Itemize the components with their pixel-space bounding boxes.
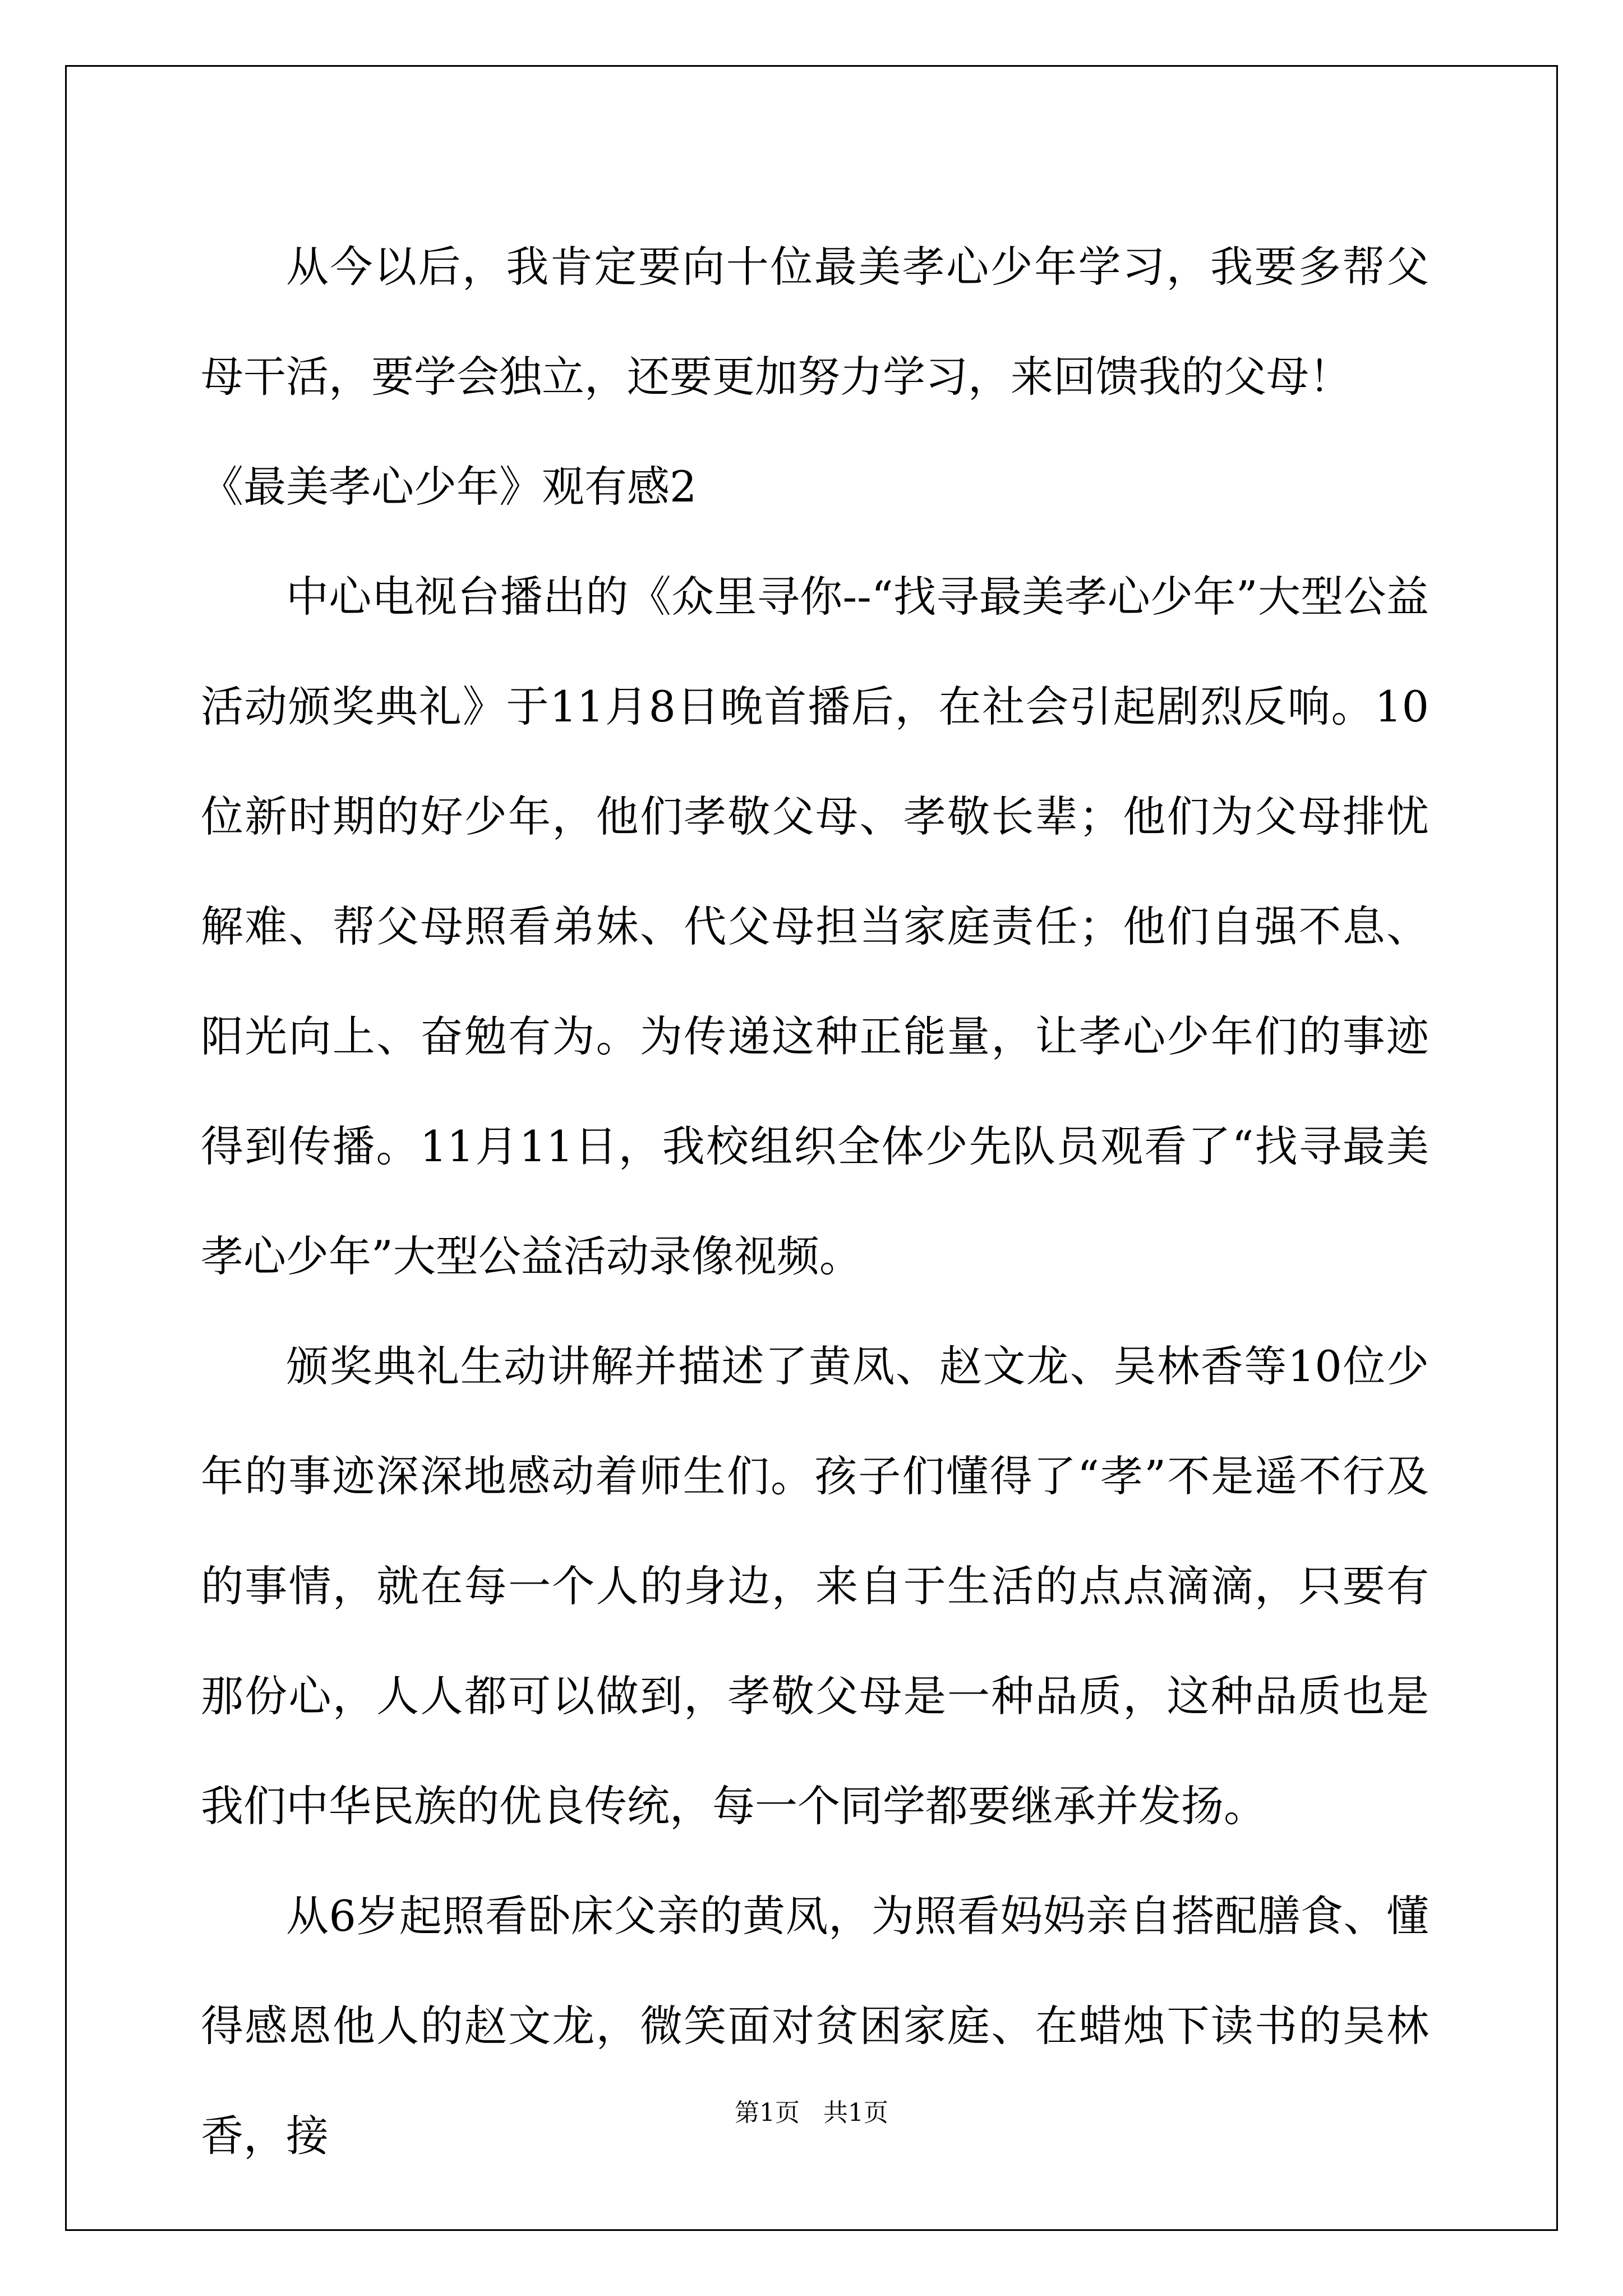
- document-body: [201, 212, 1429, 2191]
- section-heading: 《最美孝心少年》观有感2: [201, 462, 697, 512]
- paragraph-3: 颁奖典礼生动讲解并描述了黄凤、赵文龙、吴林香等10位少年的事迹深深地感动着师生们。孩子们懂得了“孝”不是遥不行及的事情，就在每一个人的身边，来自于生活的点点滴滴，只要有那份心，人人都可以做到，孝敬父母是一种品质，这种品质也是我们中华民族的优良传统，每一个同学都要继承并发扬。: [201, 1341, 1429, 1831]
- paragraph-1: 从今以后，我肯定要向十位最美孝心少年学习，我要多帮父母干活，要学会独立，还要更加努力学习，来回馈我的父母！: [201, 242, 1429, 402]
- paragraph-2: 中心电视台播出的《众里寻你--“找寻最美孝心少年”大型公益活动颁奖典礼》于11月8日晚首播后，在社会引起剧烈反响。10位新时期的好少年，他们孝敬父母、孝敬长辈；他们为父母排忧解难、帮父母照看弟妹、代父母担当家庭责任；他们自强不息、阳光向上、奋勉有为。为传递这种正能量，让孝心少年们的事迹得到传播。11月11日，我校组织全体少先队员观看了“找寻最美孝心少年”大型公益活动录像视频。: [201, 572, 1429, 1281]
- page-footer: 第1页 共1页: [735, 2099, 888, 2127]
- paragraph-4: 从6岁起照看卧床父亲的黄凤，为照看妈妈亲自搭配膳食、懂得感恩他人的赵文龙，微笑面对贫困家庭、在蜡烛下读书的吴林香，接: [201, 1891, 1429, 2161]
